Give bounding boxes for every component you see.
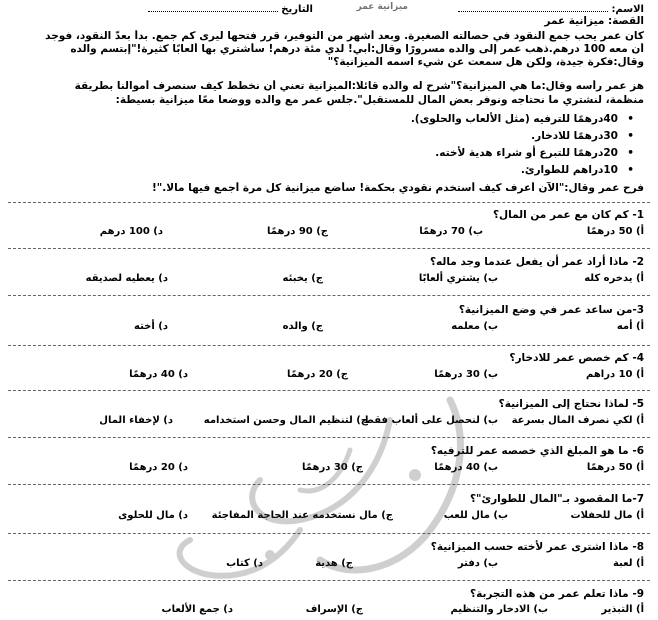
story-heading: القصة: ميزانية عمر (544, 15, 644, 27)
q5-option-d[interactable]: د) لإخفاء المال (99, 415, 173, 426)
q6-option-b[interactable]: ب) 40 درهمًا (434, 462, 498, 473)
q4-option-c[interactable]: ج) 20 درهمًا (287, 369, 348, 380)
question-2: 2- ماذا أراد عمر أن يفعل عندما وجد ماله؟ (429, 256, 644, 268)
q3-option-d[interactable]: د) أخته (134, 321, 168, 332)
date-label: التاريخ (281, 4, 313, 15)
q2-option-a[interactable]: أ) يدخره كله (584, 273, 644, 284)
story-line: هز عمر رأسه وقال:ما هي الميزانية؟"شرح له والده قائلًا:الميزانية تعني أن نخطط كيف سنصرف أموالنا بطريقة (74, 80, 644, 92)
q4-option-b[interactable]: ب) 30 درهمًا (434, 369, 498, 380)
q7-option-a[interactable]: أ) مال للحفلات (570, 510, 644, 521)
budget-bullet: • 10دراهم للطوارئ. (521, 164, 618, 177)
q9-option-d[interactable]: د) جمع الألعاب (161, 604, 233, 615)
q5-option-a[interactable]: أ) لكي نصرف المال بسرعة (511, 415, 644, 426)
story-line: كان عمر يحب جمع النقود في حصالته الصغيرة. وبعد أشهر من التوفير، قرر فتحها ليرى كم جمع. بدأ بعدّ النقود، فوجد (45, 30, 644, 42)
q7-option-b[interactable]: ب) مال للعب (443, 510, 508, 521)
title-fragment: ميزانية عمر (356, 2, 408, 12)
q7-option-c[interactable]: ج) مال نستخدمه عند الحاجة المفاجئة (211, 510, 393, 521)
q4-option-d[interactable]: د) 40 درهمًا (129, 369, 188, 380)
q9-option-b[interactable]: ب) الادخار والتنظيم (450, 604, 548, 615)
date-field[interactable] (148, 2, 313, 15)
budget-bullet: • 20درهمًا للتبرع أو شراء هدية لأخته. (435, 147, 618, 160)
budget-bullet: • 30درهمًا للادخار. (531, 130, 618, 143)
question-4: 4- كم خصص عمر للادخار؟ (509, 352, 644, 364)
story-line: منظمة، لنشتري ما نحتاجه ونوفر بعض المال للمستقبل".جلس عمر مع والده ووضعا معًا ميزانية بسيطة: (115, 94, 644, 106)
story-line: أن معه 100 درهم.ذهب عمر إلى والده مسرورًا وقال:أبي! لدي مئة درهم! سأشتري بها ألعابًا كثيرة!"إبتسم والده (70, 43, 644, 55)
question-6: 6- ما هو المبلغ الذي خصصه عمر للترفيه؟ (430, 445, 644, 457)
story-line: وقال:فكرة جيدة، ولكن هل سمعت عن شيء اسمه الميزانية؟" (327, 56, 644, 68)
q3-option-b[interactable]: ب) معلمه (451, 321, 498, 332)
q2-option-d[interactable]: د) يعطيه لصديقه (85, 273, 168, 284)
q4-option-a[interactable]: أ) 10 دراهم (586, 369, 644, 380)
question-3: 3-من ساعد عمر في وضع الميزانية؟ (458, 304, 644, 316)
q6-option-c[interactable]: ج) 30 درهمًا (302, 462, 363, 473)
q1-option-c[interactable]: ج) 90 درهمًا (267, 226, 328, 237)
q8-option-d[interactable]: د) كتاب (226, 558, 263, 569)
q6-option-a[interactable]: أ) 50 درهمًا (586, 462, 644, 473)
question-8: 8- ماذا اشترى عمر لأخته حسب الميزانية؟ (430, 541, 644, 553)
q2-option-b[interactable]: ب) يشتري ألعابًا (418, 273, 498, 284)
q7-option-d[interactable]: د) مال للحلوى (118, 510, 188, 521)
budget-bullet: • 40درهمًا للترفيه (مثل الألعاب والحلوى). (411, 113, 618, 126)
q1-option-d[interactable]: د) 100 درهم (99, 226, 163, 237)
question-1: 1- كم كان مع عمر من المال؟ (492, 209, 644, 221)
q3-option-a[interactable]: أ) أمه (616, 321, 644, 332)
q1-option-b[interactable]: ب) 70 درهمًا (419, 226, 483, 237)
question-5: 5- لماذا نحتاج إلى الميزانية؟ (498, 398, 644, 410)
q6-option-d[interactable]: د) 20 درهمًا (129, 462, 188, 473)
name-label: الاسم: (611, 4, 644, 15)
q8-option-c[interactable]: ج) هدية (315, 558, 353, 569)
question-9: 9- ماذا تعلم عمر من هذه التجربة؟ (470, 588, 644, 600)
question-7: 7-ما المقصود بـ"المال للطوارئ"؟ (469, 493, 644, 505)
q5-option-c[interactable]: ج) لتنظيم المال وحسن استخدامه (203, 415, 368, 426)
name-field[interactable] (458, 2, 644, 15)
q5-option-b[interactable]: ب) لنحصل على ألعاب فقط (363, 415, 498, 426)
q9-option-a[interactable]: أ) التبذير (601, 604, 644, 615)
q9-option-c[interactable]: ج) الإسراف (305, 604, 363, 615)
q2-option-c[interactable]: ج) يخبئه (282, 273, 323, 284)
q1-option-a[interactable]: أ) 50 درهمًا (586, 226, 644, 237)
q8-option-a[interactable]: أ) لعبة (612, 558, 644, 569)
q3-option-c[interactable]: ج) والده (282, 321, 323, 332)
story-closing: فرح عمر وقال:"الآن أعرف كيف أستخدم نقودي بحكمة! سأضع ميزانية كل مرة أجمع فيها مالًا."! (152, 182, 644, 194)
q8-option-b[interactable]: ب) دفتر (457, 558, 498, 569)
